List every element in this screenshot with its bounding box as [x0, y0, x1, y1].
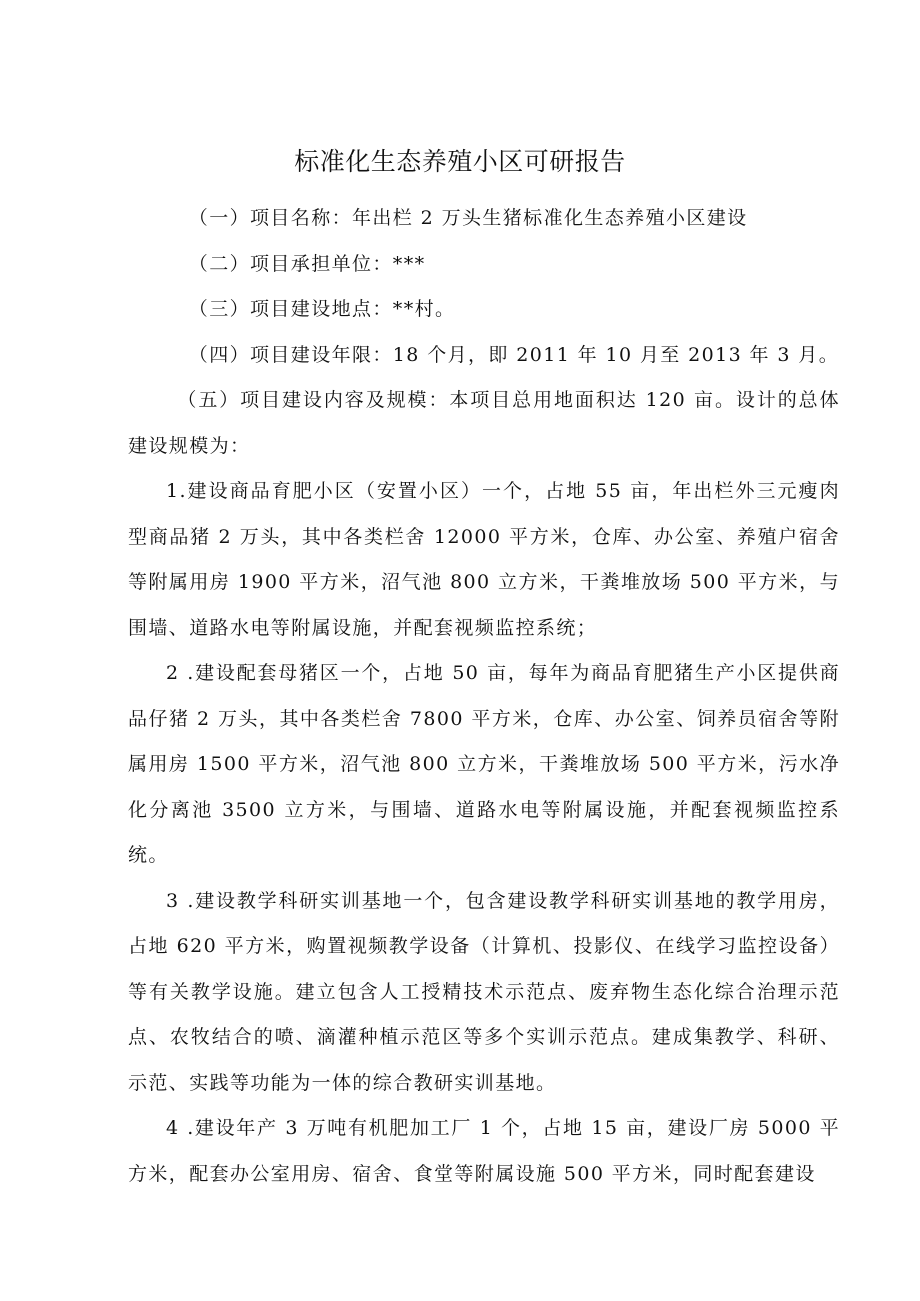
document-title: 标准化生态养殖小区可研报告: [294, 147, 626, 176]
item-project-location: （三）项目建设地点：**村。: [188, 298, 456, 320]
item-project-scope: （五）项目建设内容及规模：本项目总用地面积达 120 亩。设计的总体建设规模为：: [128, 389, 840, 457]
document-body: [128, 196, 840, 1197]
item-project-name: （一）项目名称：年出栏 2 万头生猪标准化生态养殖小区建设: [188, 207, 748, 229]
item-project-unit: （二）项目承担单位：***: [188, 252, 426, 275]
item-project-duration: （四）项目建设年限：18 个月，即 2011 年 10 月至 2013 年 3 月。: [188, 343, 840, 366]
paragraph-1: 1.建设商品育肥小区（安置小区）一个，占地 55 亩，年出栏外三元瘦肉型商品猪 2 万头，其中各类栏舍 12000 平方米，仓库、办公室、养殖户宿舍等附属用房 1900 平方米，沼气池 800 立方米，干粪堆放场 500 平方米，与围墙、道路水电等附属设施，并配套视频监控系统；: [128, 480, 840, 639]
paragraph-4: 4 .建设年产 3 万吨有机肥加工厂 1 个，占地 15 亩，建设厂房 5000 平方米，配套办公室用房、宿舍、食堂等附属设施 500 平方米，同时配套建设: [128, 1117, 840, 1185]
paragraph-3: 3 .建设教学科研实训基地一个，包含建设教学科研实训基地的教学用房，占地 620 平方米，购置视频教学设备（计算机、投影仪、在线学习监控设备）等有关教学设施。建立包含人工授精技术示范点、废弃物生态化综合治理示范点、农牧结合的喷、滴灌种植示范区等多个实训示范点。建成集教学、科研、示范、实践等功能为一体的综合教研实训基地。: [128, 889, 840, 1094]
paragraph-2: 2 .建设配套母猪区一个，占地 50 亩，每年为商品育肥猪生产小区提供商品仔猪 2 万头，其中各类栏舍 7800 平方米，仓库、办公室、饲养员宿舍等附属用房 1500 平方米，沼气池 800 立方米，干粪堆放场 500 平方米，污水净化分离池 3500 立方米，与围墙、道路水电等附属设施，并配套视频监控系统。: [128, 662, 840, 866]
